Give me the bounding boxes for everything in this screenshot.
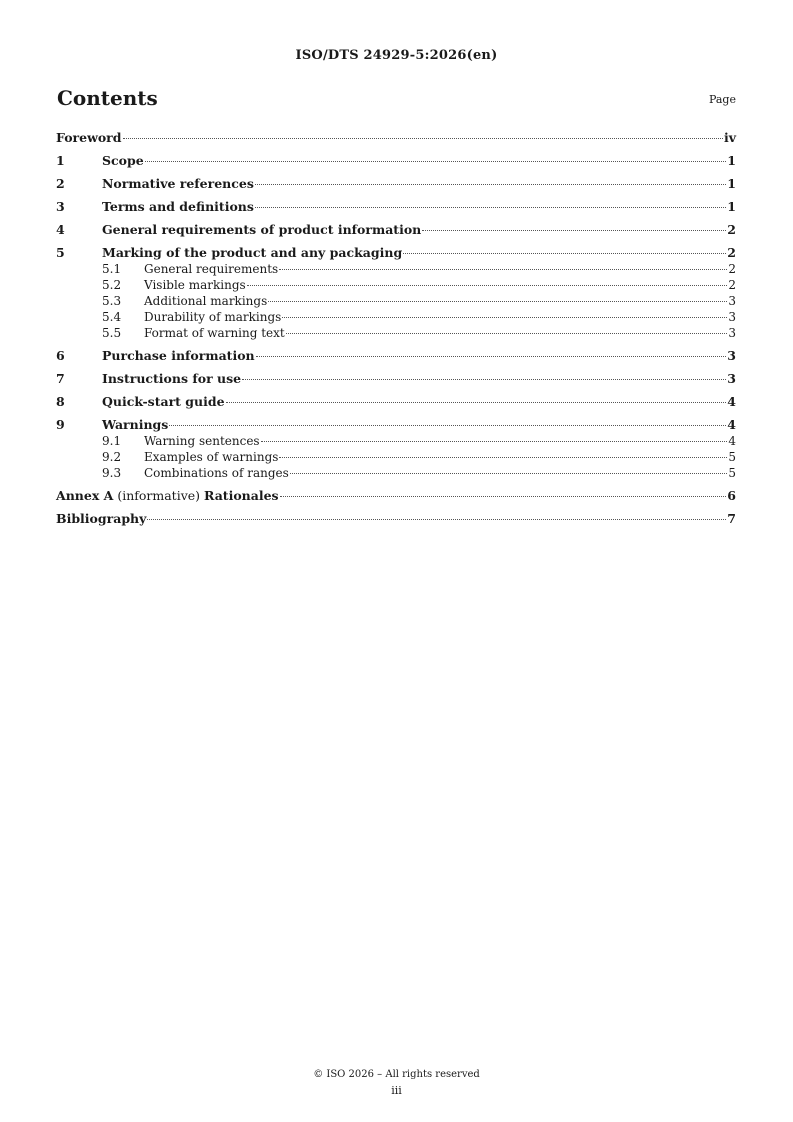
document-header: ISO/DTS 24929-5:2026(en) — [295, 48, 498, 63]
toc-entry-title: Foreword — [56, 130, 122, 145]
dot-leader — [268, 301, 727, 302]
dot-leader — [147, 519, 726, 520]
dot-leader — [422, 230, 726, 231]
toc-entry-terms-and-definitions[interactable] — [56, 199, 736, 215]
dot-leader — [255, 184, 726, 185]
dot-leader — [255, 207, 726, 208]
toc-entry-title: Normative references — [102, 176, 254, 191]
toc-entry-title: Examples of warnings — [144, 450, 279, 464]
toc-entry-title: Warning sentences — [144, 434, 260, 448]
toc-entry-title: Bibliography — [56, 511, 147, 526]
dot-leader — [261, 441, 728, 442]
dot-leader — [226, 402, 727, 403]
toc-entry-title: Terms and definitions — [102, 199, 254, 214]
toc-subentry-9-1[interactable] — [56, 433, 736, 449]
toc-entry-page: iv — [723, 130, 736, 145]
dot-leader — [256, 356, 727, 357]
toc-subentry-5-3[interactable] — [56, 293, 736, 309]
toc-entry-number: 3 — [56, 199, 65, 214]
toc-entry-page: 5 — [728, 450, 736, 464]
toc-subentry-5-1[interactable] — [56, 261, 736, 277]
toc-entry-annex-a[interactable] — [56, 488, 736, 504]
toc-entry-number: 5.3 — [102, 294, 122, 308]
toc-entry-number: 5.1 — [102, 262, 122, 276]
toc-entry-title: Marking of the product and any packaging — [102, 245, 403, 260]
toc-entry-page: 4 — [727, 417, 736, 432]
annex-informative-tag: (informative) — [113, 488, 205, 503]
dot-leader — [280, 496, 727, 497]
toc-entry-page: 4 — [727, 394, 736, 409]
toc-entry-quick-start-guide[interactable] — [56, 394, 736, 410]
toc-entry-marking[interactable] — [56, 245, 736, 261]
toc-entry-page: 3 — [728, 294, 736, 308]
dot-leader — [247, 285, 728, 286]
toc-entry-number: 7 — [56, 371, 65, 386]
toc-entry-number: 9.2 — [102, 450, 122, 464]
dot-leader — [279, 457, 727, 458]
toc-entry-title: General requirements of product information — [102, 222, 422, 237]
toc-entry-page: 2 — [727, 245, 736, 260]
dot-leader — [169, 425, 726, 426]
toc-entry-instructions-for-use[interactable] — [56, 371, 736, 387]
toc-entry-number: 8 — [56, 394, 65, 409]
toc-entry-number: 5 — [56, 245, 65, 260]
toc-entry-page: 6 — [727, 488, 736, 503]
toc-entry-general-requirements[interactable] — [56, 222, 736, 238]
toc-entry-title: Combinations of ranges — [144, 466, 289, 480]
dot-leader — [286, 333, 728, 334]
toc-subentry-5-5[interactable] — [56, 325, 736, 341]
toc-entry-page: 7 — [727, 511, 736, 526]
toc-entry-normative-references[interactable] — [56, 176, 736, 192]
toc-entry-foreword[interactable] — [56, 130, 736, 146]
toc-entry-title: Instructions for use — [102, 371, 242, 386]
page-number: iii — [391, 1084, 402, 1097]
toc-entry-page: 2 — [727, 222, 736, 237]
toc-entry-title: General requirements — [144, 262, 279, 276]
toc-entry-page: 1 — [727, 153, 736, 168]
toc-entry-page: 2 — [728, 262, 736, 276]
toc-entry-number: 6 — [56, 348, 65, 363]
toc-entry-purchase-information[interactable] — [56, 348, 736, 364]
toc-entry-number: 9 — [56, 417, 65, 432]
toc-entry-number: 9.1 — [102, 434, 122, 448]
dot-leader — [279, 269, 727, 270]
page-footer — [0, 1067, 793, 1099]
toc-entry-title: Durability of markings — [144, 310, 282, 324]
toc-entry-bibliography[interactable] — [56, 511, 736, 527]
dot-leader — [123, 138, 723, 139]
toc-entry-title: Format of warning text — [144, 326, 285, 340]
toc-entry-number: 5.4 — [102, 310, 122, 324]
toc-entry-title: Warnings — [102, 417, 169, 432]
toc-entry-title: Visible markings — [144, 278, 246, 292]
toc-entry-page: 3 — [728, 326, 736, 340]
toc-entry-warnings[interactable] — [56, 417, 736, 433]
annex-label: Annex A — [56, 488, 114, 503]
toc-entry-page: 3 — [727, 348, 736, 363]
page-column-label: Page — [708, 93, 736, 106]
dot-leader — [242, 379, 726, 380]
toc-entry-page: 3 — [728, 310, 736, 324]
toc-entry-page: 4 — [728, 434, 736, 448]
toc-entry-title: Purchase information — [102, 348, 255, 363]
toc-entry-title: Rationales — [204, 488, 279, 503]
toc-entry-page: 1 — [727, 176, 736, 191]
toc-entry-scope[interactable] — [56, 153, 736, 169]
toc-subentry-9-2[interactable] — [56, 449, 736, 465]
dot-leader — [290, 473, 728, 474]
table-of-contents — [56, 130, 736, 527]
toc-entry-page: 2 — [728, 278, 736, 292]
toc-subentry-5-4[interactable] — [56, 309, 736, 325]
toc-entry-page: 3 — [727, 371, 736, 386]
toc-subentry-5-2[interactable] — [56, 277, 736, 293]
toc-entry-number: 2 — [56, 176, 65, 191]
toc-entry-title: Scope — [102, 153, 144, 168]
toc-entry-page: 1 — [727, 199, 736, 214]
toc-entry-title: Quick-start guide — [102, 394, 225, 409]
dot-leader — [282, 317, 727, 318]
copyright-notice: © ISO 2026 – All rights reserved — [313, 1069, 480, 1080]
toc-subentry-9-3[interactable] — [56, 465, 736, 481]
toc-entry-number: 5.2 — [102, 278, 122, 292]
dot-leader — [145, 161, 727, 162]
toc-entry-number: 1 — [56, 153, 65, 168]
toc-entry-page: 5 — [728, 466, 736, 480]
toc-entry-number: 4 — [56, 222, 65, 237]
toc-entry-number: 9.3 — [102, 466, 122, 480]
page-title: Contents — [57, 86, 158, 110]
toc-entry-title: Additional markings — [144, 294, 268, 308]
dot-leader — [403, 253, 726, 254]
toc-entry-number: 5.5 — [102, 326, 122, 340]
